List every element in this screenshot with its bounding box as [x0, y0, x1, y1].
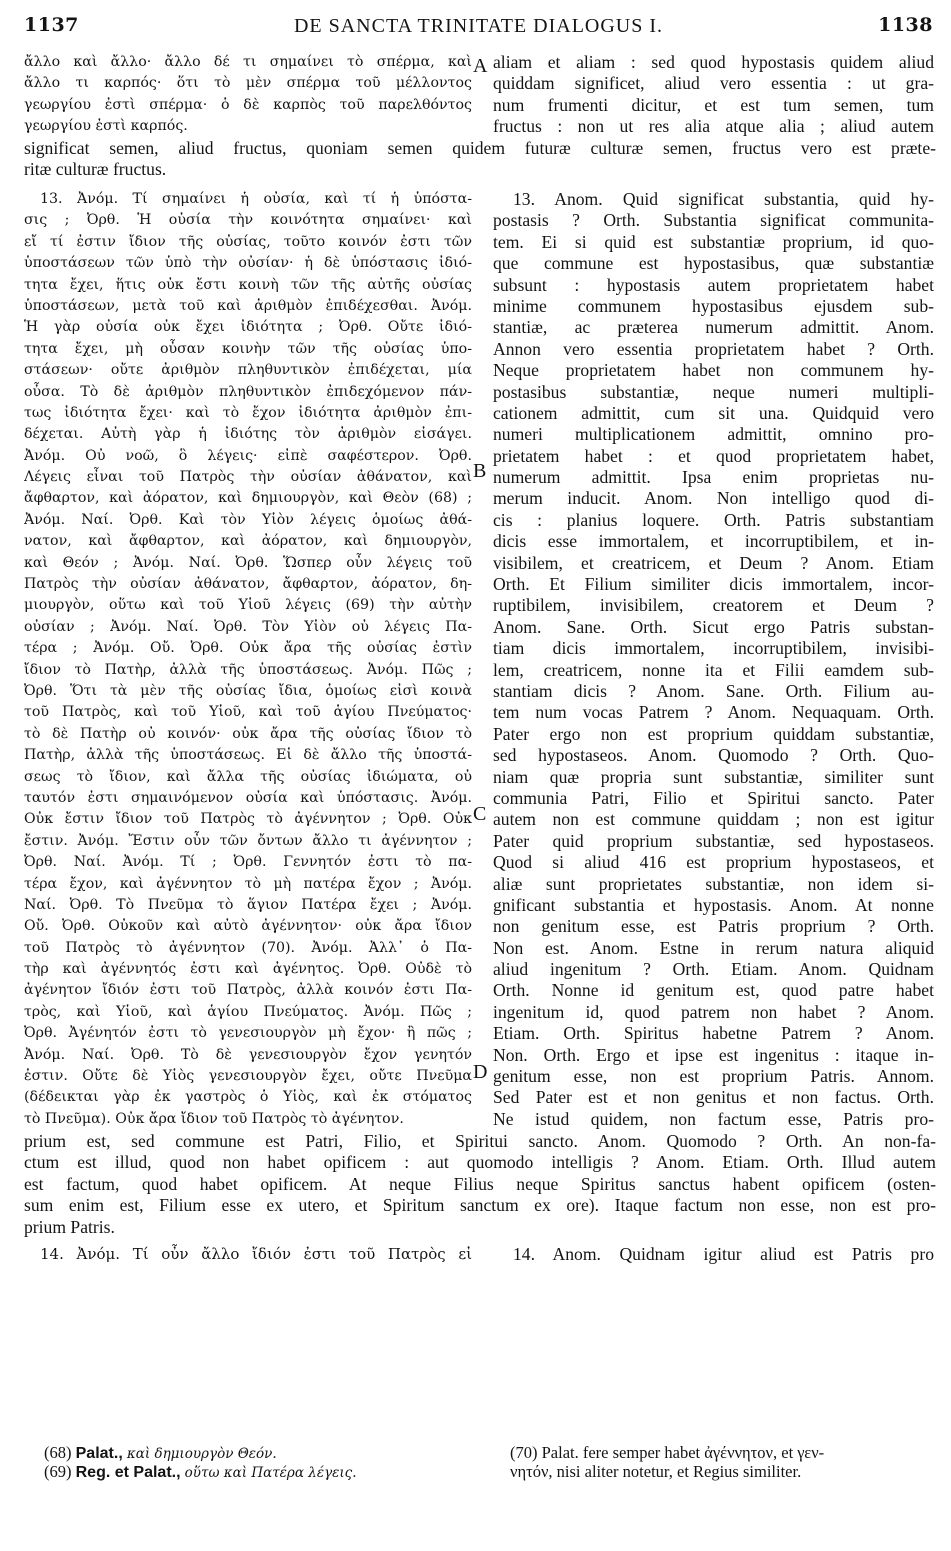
greek-line: Πατὴρ, ἀλλὰ τῆς ὑποστάσεως. Εἰ δὲ ἄλλο τῆς ὑποστά-	[24, 747, 472, 764]
latin-line: aliam et aliam : sed quod hypostasis quidem aliud	[493, 52, 934, 72]
margin-marker-b: B	[473, 460, 487, 482]
latin-line: Pater quid proprium substantiæ, sed hypostaseos.	[493, 830, 934, 851]
greek-block-a	[24, 52, 472, 138]
latin-line: sed hypostaseos. Anom. Quomodo ? Orth. Quo-	[493, 745, 934, 766]
latin-line: stantiæ, ac præterea numerum admittit. Anom.	[493, 317, 934, 338]
footnote-70-cont: νητόν, nisi aliter notetur, et Regius similiter.	[510, 1462, 802, 1481]
latin-line: ingenitum id, quod patrem non habet ? Anom.	[493, 1001, 934, 1022]
greek-line: εἴ τί ἐστιν ἴδιον τῆς οὐσίας, τοῦτο κοινόν ἐστι τῶν	[24, 233, 472, 250]
latin-line: numeri multiplicationem admittit, omnino pro-	[493, 424, 934, 445]
latin-line: visibilem, et creatricem, et Deum ? Anom. Etiam	[493, 552, 934, 573]
latin-column-section-13	[493, 189, 934, 1130]
greek-line: Ἡ γὰρ οὐσία οὐκ ἔχει ἰδιότητα ; Ὀρθ. Οὔτε ἰδιό-	[24, 319, 472, 336]
greek-line: 13. Ἀνόμ. Τί σημαίνει ἡ οὐσία, καὶ τί ἡ ὑπόστα-	[40, 191, 472, 207]
latin-line: communia Patri, Filio et Spiritui sancto. Pater	[493, 787, 934, 808]
footnote-69	[44, 1462, 474, 1481]
full-line: ritæ culturæ fructus.	[24, 159, 167, 180]
running-header	[24, 14, 933, 42]
greek-section-14	[24, 1244, 472, 1265]
greek-line: Πατρὸς τὴν οὐσίαν ἀθάνατον, ἄφθαρτον, ἀόρατον, δη-	[24, 576, 472, 593]
page-number-left: 1137	[24, 14, 79, 36]
footnote-source: Reg. et Palat.,	[75, 1464, 181, 1481]
greek-line: νατον, καὶ ἄφθαρτον, καὶ ἀόρατον, καὶ δημιουργὸν,	[24, 533, 472, 550]
latin-line: minime communem hypostasibus ejusdem sub-	[493, 295, 934, 316]
greek-line: σις ; Ὀρθ. Ἡ οὐσία τὴν κοινότητα σημαίνει· καὶ	[24, 212, 472, 229]
greek-line: ἄλλο τι καρπός· ὅτι τὸ μὲν σπέρμα τοῦ μέλλοντος	[24, 75, 472, 92]
greek-line: ἔστιν. Ἀνόμ. Ἔστιν οὖν τῶν ὄντων ἄλλο τι ἀγέννητον ;	[24, 832, 472, 849]
full-line: significat semen, aliud fructus, quoniam semen quidem futuræ culturæ semen, fructus vero est præte-	[24, 138, 936, 158]
greek-column-section-13	[24, 189, 472, 1130]
greek-line: ἐστιν. Οὔτε δὲ Υἱὸς γενεσιουργὸν ἔχει, οὔτε Πνεῦμα	[24, 1068, 472, 1085]
greek-line: σεως τὸ ἴδιον, καὶ ἄλλα τῆς οὐσίας ἰδιώματα, οὐ	[24, 768, 472, 785]
greek-line: Ὀρθ. Ὅτι τὰ μὲν τῆς οὐσίας ἴδια, ὁμοίως εἰσὶ κοινὰ	[24, 682, 472, 699]
greek-line: ὑποστάσεων, μετὰ τοῦ καὶ ἀριθμὸν ἐπιδέχεσθαι. Ἀνόμ.	[24, 297, 472, 314]
latin-section-14	[493, 1244, 934, 1265]
greek-line: ἀγένητον ἴδιόν ἐστι τοῦ Πατρὸς, ἀλλὰ κοινόν ἐστι Πα-	[24, 982, 472, 999]
latin-line: lem, creatricem, nonne ita et Filii eamdem sub-	[493, 659, 934, 680]
margin-marker-c: C	[473, 803, 487, 825]
latin-line: tiam dicis immortalem, incorruptibilem, invisibi-	[493, 638, 934, 659]
greek-line: Οὐκ ἔστιν ἴδιον τοῦ Πατρὸς τὸ ἀγέννητον ; Ὀρθ. Οὐκ	[24, 811, 472, 828]
latin-line: Non. Orth. Ergo et ipse est ingenitus : itaque in-	[493, 1044, 934, 1065]
latin-line: Pater ergo non est proprium quiddam substantiæ,	[493, 723, 934, 744]
latin-line: numerum admittit. Ipsa enim proprietas nu-	[493, 467, 934, 488]
margin-marker-d: D	[473, 1061, 488, 1083]
full-width-continuation	[24, 1131, 936, 1238]
greek-line: τοῦ Πατρὸς, καὶ τοῦ Υἱοῦ, καὶ τοῦ ἁγίου Πνεύματος·	[24, 704, 472, 721]
greek-line: τητα ἔχει, ἥτις οὐκ ἔστι κοινὴ τῶν τῆς αὐτῆς οὐσίας	[24, 276, 472, 293]
footnote-text: οὕτω καὶ Πατέρα λέγεις.	[184, 1465, 357, 1481]
greek-line: τως ἰδιότητα ἔχει· καὶ τὸ ἔχον ἰδιότητα ἀριθμὸν ἐπι-	[24, 404, 472, 421]
latin-line: fructus : non ut res alia atque alia ; aliud autem	[493, 116, 934, 137]
latin-line: postasis ? Orth. Substantia significat communita-	[493, 210, 934, 231]
latin-line: autem non est commune quiddam ; non est igitur	[493, 809, 934, 830]
greek-line: Ἀνόμ. Οὐ νοῶ, ὃ λέγεις· εἰπὲ σαφέστερον. Ὀρθ.	[24, 447, 472, 464]
latin-line: dicis esse immortalem, et incorruptibilem, et in-	[493, 531, 934, 552]
footnote-text: καὶ δημιουργὸν Θεόν.	[126, 1446, 277, 1462]
greek-line: τρὸς, καὶ Υἱοῦ, καὶ ἁγίου Πνεύματος. Ἀνόμ. Πῶς ;	[24, 1003, 472, 1020]
greek-line: τὴρ καὶ ἀγέννητός ἐστι καὶ ἀγένητος. Ὀρθ. Οὐδὲ τὸ	[24, 961, 472, 978]
latin-block-a	[493, 52, 934, 138]
latin-line: niam quæ propria sunt substantiæ, similiter sunt	[493, 766, 934, 787]
greek-line: οὖσα. Τὸ δὲ ἀριθμὸν πληθυντικὸν ἐπιδεχόμενον πάν-	[24, 383, 472, 400]
greek-line: Λέγεις εἶναι τοῦ Πατρὸς τὴν οὐσίαν ἀθάνατον, καὶ	[24, 469, 472, 486]
latin-line: Annon vero essentia proprietatem habet ? Orth.	[493, 338, 934, 359]
greek-line: ὑποστάσεων τῶν ὑπὸ τὴν οὐσίαν· ἡ δὲ ὑπόστασις ἰδιό-	[24, 255, 472, 272]
greek-line: ἄλλο καὶ ἄλλο· ἄλλο δέ τι σημαίνει τὸ σπέρμα, καὶ	[24, 54, 472, 70]
greek-line: ἴδιον τὸ Πατὴρ, ἀλλὰ τῆς ὑποστάσεως. Ἀνόμ. Πῶς ;	[24, 661, 472, 678]
greek-line: δέχεται. Αὐτὴ γὰρ ἡ ἰδιότης τὸν ἀριθμὸν εἰσάγει.	[24, 426, 472, 443]
latin-line: merum inducit. Anom. Non intelligo quod di-	[493, 488, 934, 509]
greek-line: Ἀνόμ. Ναί. Ὀρθ. Καὶ τὸν Υἱὸν λέγεις ὁμοίως ἀθά-	[24, 511, 472, 528]
latin-line: Orth. Nonne id genitum est, quod patre habet	[493, 980, 934, 1001]
latin-line: Orth. Et Filium similiter dicis immortalem, incor-	[493, 574, 934, 595]
greek-line: τέρα ; Ἀνόμ. Οὔ. Ὀρθ. Οὐκ ἄρα τῆς οὐσίας ἐστὶν	[24, 640, 472, 657]
footnote-number: (68)	[44, 1443, 72, 1462]
greek-line: οὐσίαν ; Ἀνόμ. Ναί. Ὀρθ. Τὸν Υἱὸν οὐ λέγεις Πα-	[24, 618, 472, 635]
latin-line: genitum esse, non est proprium Patris. Annom.	[493, 1066, 934, 1087]
latin-line: 13. Anom. Quid significat substantia, quid hy-	[513, 189, 934, 209]
latin-line: quiddam significet, aliud vero essentia : ut gra-	[493, 73, 934, 94]
page-number-right: 1138	[878, 14, 933, 36]
greek-line: μιουργὸν, οὕτω καὶ τοῦ Υἱοῦ λέγεις (69) τὴν αὐτὴν	[24, 597, 472, 614]
greek-line: (δέδεικται γὰρ ἐκ γαστρὸς ὁ Υἱὸς, καὶ ἐκ στόματος	[24, 1089, 472, 1106]
latin-line: Sed Pater est et non genitus et non factus. Orth.	[493, 1087, 934, 1108]
footnotes-left	[44, 1443, 474, 1481]
full-line: est factum, quod habet opificem. At neque Filius neque Spiritus sanctus habent opificem (osten-	[24, 1173, 936, 1194]
full-line: sum enim est, Filium esse ex utero, et Spiritum sanctum ex ore). Itaque factum non esse, non est pro-	[24, 1195, 936, 1216]
greek-line: Ὀρθ. Ναί. Ἀνόμ. Τί ; Ὀρθ. Γεννητόν ἐστι τὸ πα-	[24, 854, 472, 871]
latin-line: que commune est hypostasibus, quæ substantiæ	[493, 253, 934, 274]
greek-line: στάσεων· οὔτε ἀριθμὸν πληθυντικὸν ἐπιδέχεται, μία	[24, 362, 472, 379]
latin-line: tem. Ei si quid est substantiæ proprium, id quo-	[493, 231, 934, 252]
latin-line: tem num vocas Patrem ? Anom. Nequaquam. Orth.	[493, 702, 934, 723]
greek-line: τέρα ἔχον, καὶ ἀγέννητον τὸ μὴ πατέρα ἔχον ; Ἀνόμ.	[24, 875, 472, 892]
latin-line: non genitum esse, est Patris proprium ? Orth.	[493, 916, 934, 937]
latin-line: cis : planius loquere. Orth. Patris substantiam	[493, 509, 934, 530]
full-line: prium est, sed commune est Patri, Filio, et Spiritui sancto. Anom. Quomodo ? Orth. An non-fa-	[24, 1131, 936, 1151]
footnote-68	[44, 1443, 474, 1462]
latin-line: Non est. Anom. Estne in rerum natura aliquid	[493, 937, 934, 958]
latin-line: num frumenti dicitur, et est tum semen, tum	[493, 94, 934, 115]
full-width-block-a	[24, 138, 936, 181]
footnote-number: (69)	[44, 1462, 72, 1481]
margin-marker-a: A	[473, 55, 488, 77]
latin-line: Neque proprietatem habet non communem hy-	[493, 360, 934, 381]
greek-line: τοῦ Πατρὸς τὸ ἀγέννητον (70). Ἀνόμ. Ἀλλ᾽ ὁ Πα-	[24, 939, 472, 956]
greek-line: Οὔ. Ὀρθ. Οὐκοῦν καὶ αὐτὸ ἀγέννητον· οὐκ ἄρα ἴδιον	[24, 918, 472, 935]
latin-line: ruptibilem, invisibilem, creatorem et Deum ?	[493, 595, 934, 616]
latin-line: 14. Anom. Quidnam igitur aliud est Patris pro	[513, 1244, 934, 1264]
greek-line: Ἀνόμ. Ναί. Ὀρθ. Τὸ δὲ γενεσιουργὸν ἔχον γενητόν	[24, 1046, 472, 1063]
latin-line: subsunt : hypostasis autem proprietatem habet	[493, 274, 934, 295]
latin-line: aliud ingenitum ? Orth. Etiam. Anom. Quidnam	[493, 959, 934, 980]
latin-line: Anom. Sane. Orth. Sicut ergo Patris substan-	[493, 616, 934, 637]
greek-line: γεωργίου ἐστὶ σπέρμα· ὁ δὲ καρπὸς τοῦ παρελθόντος	[24, 96, 472, 113]
latin-line: Ne istud quidem, non factum esse, Patris pro-	[493, 1108, 934, 1129]
latin-line: gnificant substantia et hypostasis. Anom. At nonne	[493, 894, 934, 915]
latin-line: Etiam. Orth. Spiritus habetne Patrem ? Anom.	[493, 1023, 934, 1044]
footnote-70: (70) Palat. fere semper habet ἀγέννητον, et γεν-	[510, 1443, 825, 1462]
greek-line: γεωργίου ἐστὶ καρπός.	[24, 118, 188, 135]
full-line: prium Patris.	[24, 1216, 115, 1237]
greek-line: τητα ἔχει, μὴ οὖσαν κοινὴν τῶν τῆς οὐσίας ὑπο-	[24, 340, 472, 357]
latin-line: stantiam dicis ? Anom. Sane. Orth. Filium au-	[493, 680, 934, 701]
greek-line: τὸ Πνεῦμα). Οὐκ ἄρα ἴδιον τοῦ Πατρὸς τὸ ἀγένητον.	[24, 1110, 404, 1127]
greek-line: τὸ δὲ Πατὴρ οὐ κοινόν· οὐκ ἄρα τῆς οὐσίας ἴδιον τὸ	[24, 725, 472, 742]
running-title: DE SANCTA TRINITATE DIALOGUS I.	[293, 15, 664, 37]
greek-line: ταυτόν ἐστι σημαινόμενον οὐσία καὶ ὑπόστασις. Ἀνόμ.	[24, 789, 472, 806]
greek-line: Ναί. Ὀρθ. Τὸ Πνεῦμα τὸ ἅγιον Πατέρα ἔχει ; Ἀνόμ.	[24, 896, 472, 913]
greek-line: 14. Ἀνόμ. Τί οὖν ἄλλο ἴδιόν ἐστι τοῦ Πατρὸς εἰ	[40, 1245, 472, 1263]
latin-line: cationem admittit, cum sit una. Quidquid vero	[493, 402, 934, 423]
footnotes-right	[510, 1443, 934, 1481]
latin-line: aliæ sunt proprietates substantiæ, non idem si-	[493, 873, 934, 894]
full-line: ctum est illud, quod non habet opificem : aut quomodo intelligis ? Anom. Etiam. Orth. Illud autem	[24, 1152, 936, 1173]
greek-line: ἄφθαρτον, καὶ ἀόρατον, καὶ δημιουργὸν, καὶ Θεὸν (68) ;	[24, 490, 472, 507]
latin-line: postasibus substantiæ, neque numeri multipli-	[493, 381, 934, 402]
latin-line: Quod si aliud 416 est proprium hypostaseos, et	[493, 852, 934, 873]
footnote-source: Palat.,	[75, 1445, 123, 1462]
latin-line: prietatem habet : et quod proprietatem habet,	[493, 445, 934, 466]
greek-line: Ὀρθ. Ἀγένητόν ἐστι τὸ γενεσιουργὸν μὴ ἔχον· ἢ πῶς ;	[24, 1025, 472, 1042]
greek-line: καὶ Θεόν ; Ἀνόμ. Ναί. Ὀρθ. Ὥσπερ οὖν λέγεις τοῦ	[24, 554, 472, 571]
